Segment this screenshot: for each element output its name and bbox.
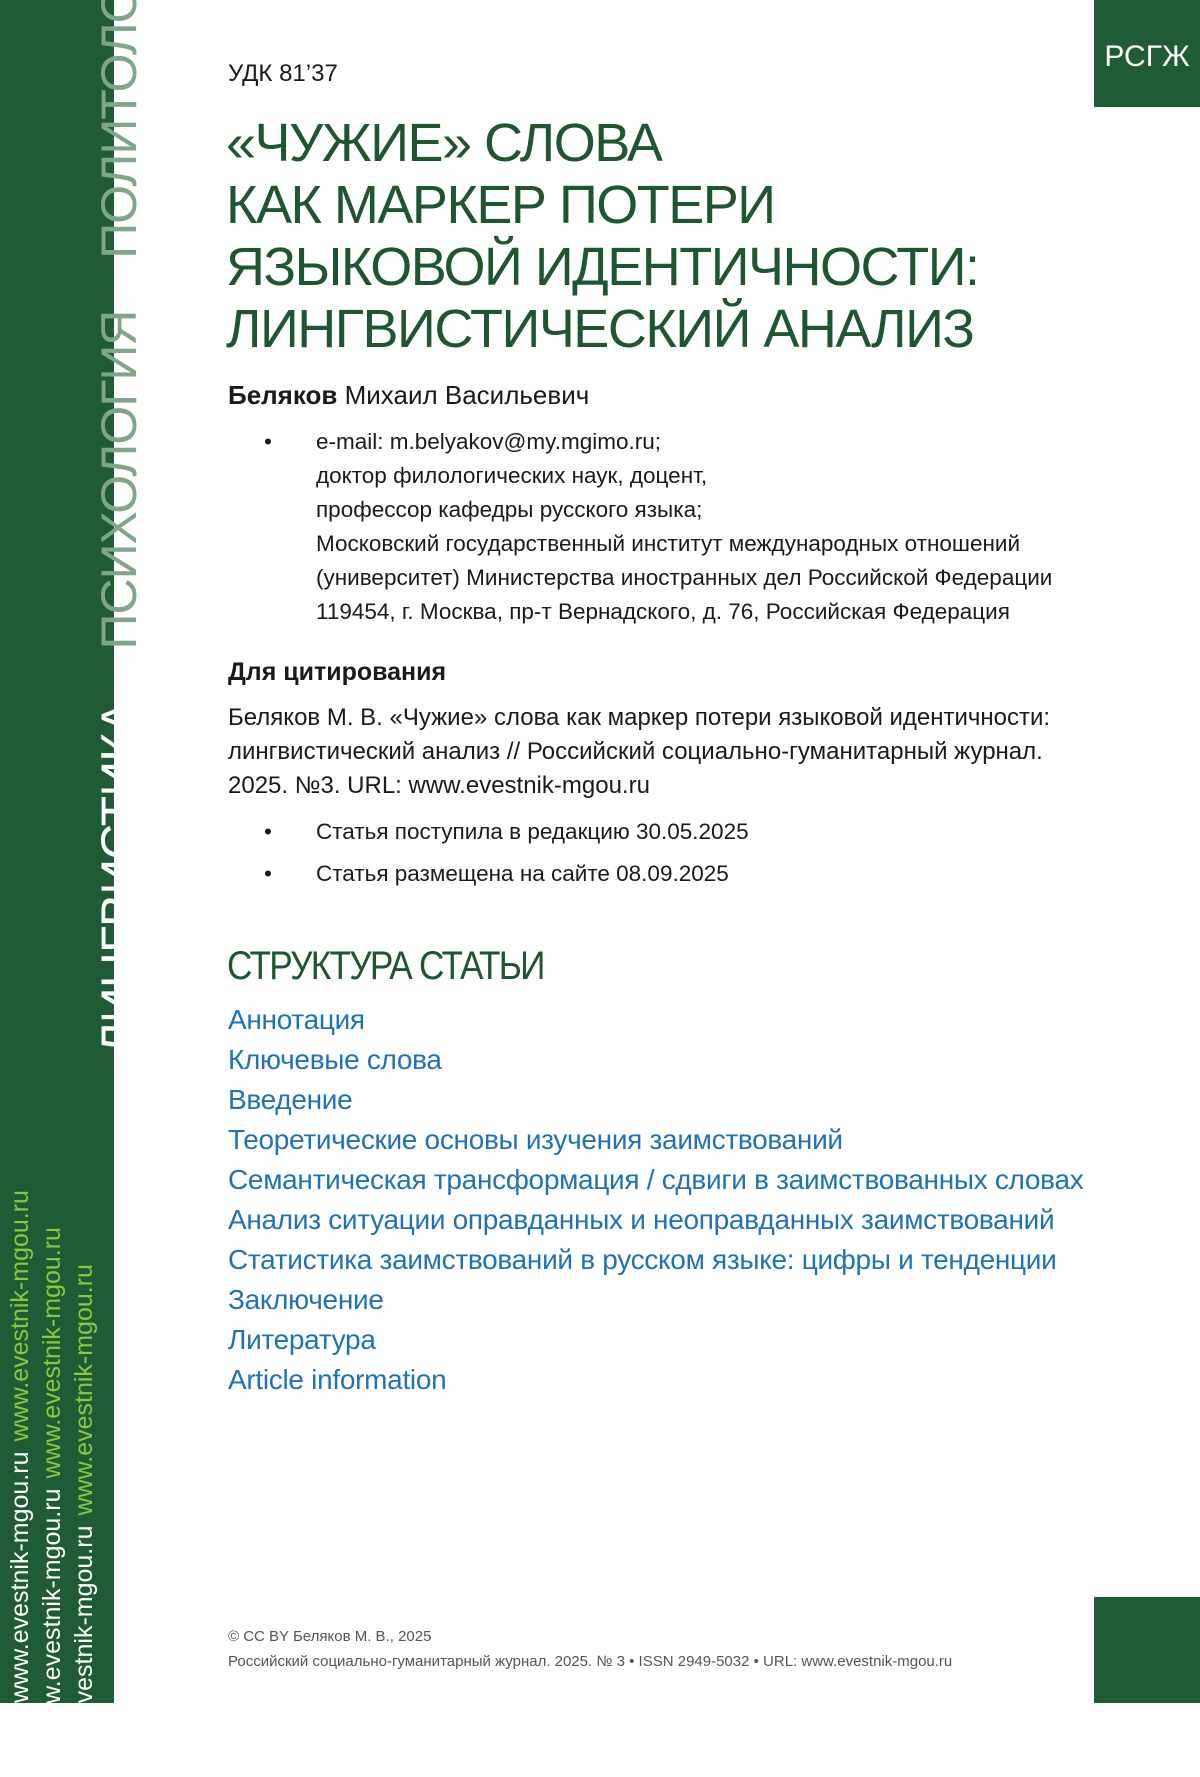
author-info xyxy=(228,425,1088,629)
sidebar-url-row-3 xyxy=(72,1254,97,1777)
title-line: ЛИНГВИСТИЧЕСКИЙ АНАЛИЗ xyxy=(226,298,1086,360)
toc-link[interactable]: Анализ ситуации оправданных и неоправданных заимствований xyxy=(228,1204,1054,1235)
copyright: © CC BY Беляков М. В., 2025 xyxy=(228,1624,952,1649)
author-info-item xyxy=(228,425,1088,629)
sidebar-url[interactable]: www.evestnik-mgou.ru xyxy=(6,1190,34,1441)
journal-sidebar xyxy=(0,0,114,1703)
received-date: • Статья поступила в редакцию 30.05.2025 xyxy=(228,811,749,853)
sidebar-url[interactable]: www.evestnik-mgou.ru xyxy=(70,1264,98,1515)
table-of-contents xyxy=(228,1000,1083,1400)
author-name xyxy=(228,380,589,411)
citation-text: Беляков М. В. «Чужие» слова как маркер потери языковой идентичности: лингвистический анализ // Российский социально-гуманитарный журнал. 2025. №3. URL: www.evestnik-mgou.ru xyxy=(228,701,1098,803)
toc-link[interactable]: Аннотация xyxy=(228,1004,365,1035)
rubric-political-science: ПОЛИТОЛОГИЯ xyxy=(94,0,144,259)
article-dates xyxy=(228,811,749,895)
udk-code: УДК 81’37 xyxy=(228,60,338,88)
published-date: • Статья размещена на сайте 08.09.2025 xyxy=(228,853,749,895)
sidebar-url-row-1 xyxy=(8,1180,33,1703)
sidebar-url-row-2 xyxy=(40,1217,65,1740)
article-title xyxy=(226,112,1086,360)
page-footer xyxy=(228,1624,952,1674)
rsgzh-logo-icon xyxy=(1112,24,1182,84)
citation-heading: Для цитирования xyxy=(228,658,446,687)
journal-info: Российский социально-гуманитарный журнал. 2025. № 3 • ISSN 2949-5032 • URL: www.evestnik-mgou.ru xyxy=(228,1649,952,1674)
author-affiliation: Московский государственный институт международных отношений xyxy=(316,527,1088,561)
author-position: профессор кафедры русского языка; xyxy=(316,493,1088,527)
toc-link[interactable]: Теоретические основы изучения заимствований xyxy=(228,1124,843,1155)
toc-link[interactable]: Литература xyxy=(228,1324,376,1355)
toc-link[interactable]: Заключение xyxy=(228,1284,384,1315)
rubric-list xyxy=(94,0,144,1055)
structure-heading: СТРУКТУРА СТАТЬИ xyxy=(227,944,544,989)
toc-link[interactable]: Article information xyxy=(228,1364,446,1395)
toc-link[interactable]: Статистика заимствований в русском языке: цифры и тенденции xyxy=(228,1244,1056,1275)
journal-logo xyxy=(1094,0,1200,107)
rubric-psychology: ПСИХОЛОГИЯ xyxy=(94,311,144,650)
sidebar-url[interactable]: www.evestnik-mgou.ru xyxy=(38,1489,66,1740)
svg-text:РСГЖ: РСГЖ xyxy=(1104,40,1190,73)
sidebar-url[interactable]: www.evestnik-mgou.ru xyxy=(70,1526,98,1777)
author-affiliation: (университет) Министерства иностранных дел Российской Федерации xyxy=(316,561,1088,595)
toc-link[interactable]: Ключевые слова xyxy=(228,1044,442,1075)
rubric-linguistics: ЛИНГВИСТИКА xyxy=(94,701,144,1055)
toc-link[interactable]: Введение xyxy=(228,1084,352,1115)
toc-link[interactable]: Семантическая трансформация / сдвиги в заимствованных словах xyxy=(228,1164,1083,1195)
author-address: 119454, г. Москва, пр-т Вернадского, д. 76, Российская Федерация xyxy=(316,595,1088,629)
title-line: КАК МАРКЕР ПОТЕРИ xyxy=(226,174,1086,236)
title-line: «ЧУЖИЕ» СЛОВА xyxy=(226,112,1086,174)
title-line: ЯЗЫКОВОЙ ИДЕНТИЧНОСТИ: xyxy=(226,236,1086,298)
author-given-name: Михаил Васильевич xyxy=(345,380,590,410)
author-email[interactable]: • e-mail: m.belyakov@my.mgimo.ru; xyxy=(316,425,1088,459)
sidebar-url[interactable]: www.evestnik-mgou.ru xyxy=(6,1452,34,1703)
author-degree: доктор филологических наук, доцент, xyxy=(316,459,1088,493)
sidebar-url[interactable]: www.evestnik-mgou.ru xyxy=(38,1227,66,1478)
corner-block xyxy=(1094,1597,1200,1703)
author-surname: Беляков xyxy=(228,380,337,410)
